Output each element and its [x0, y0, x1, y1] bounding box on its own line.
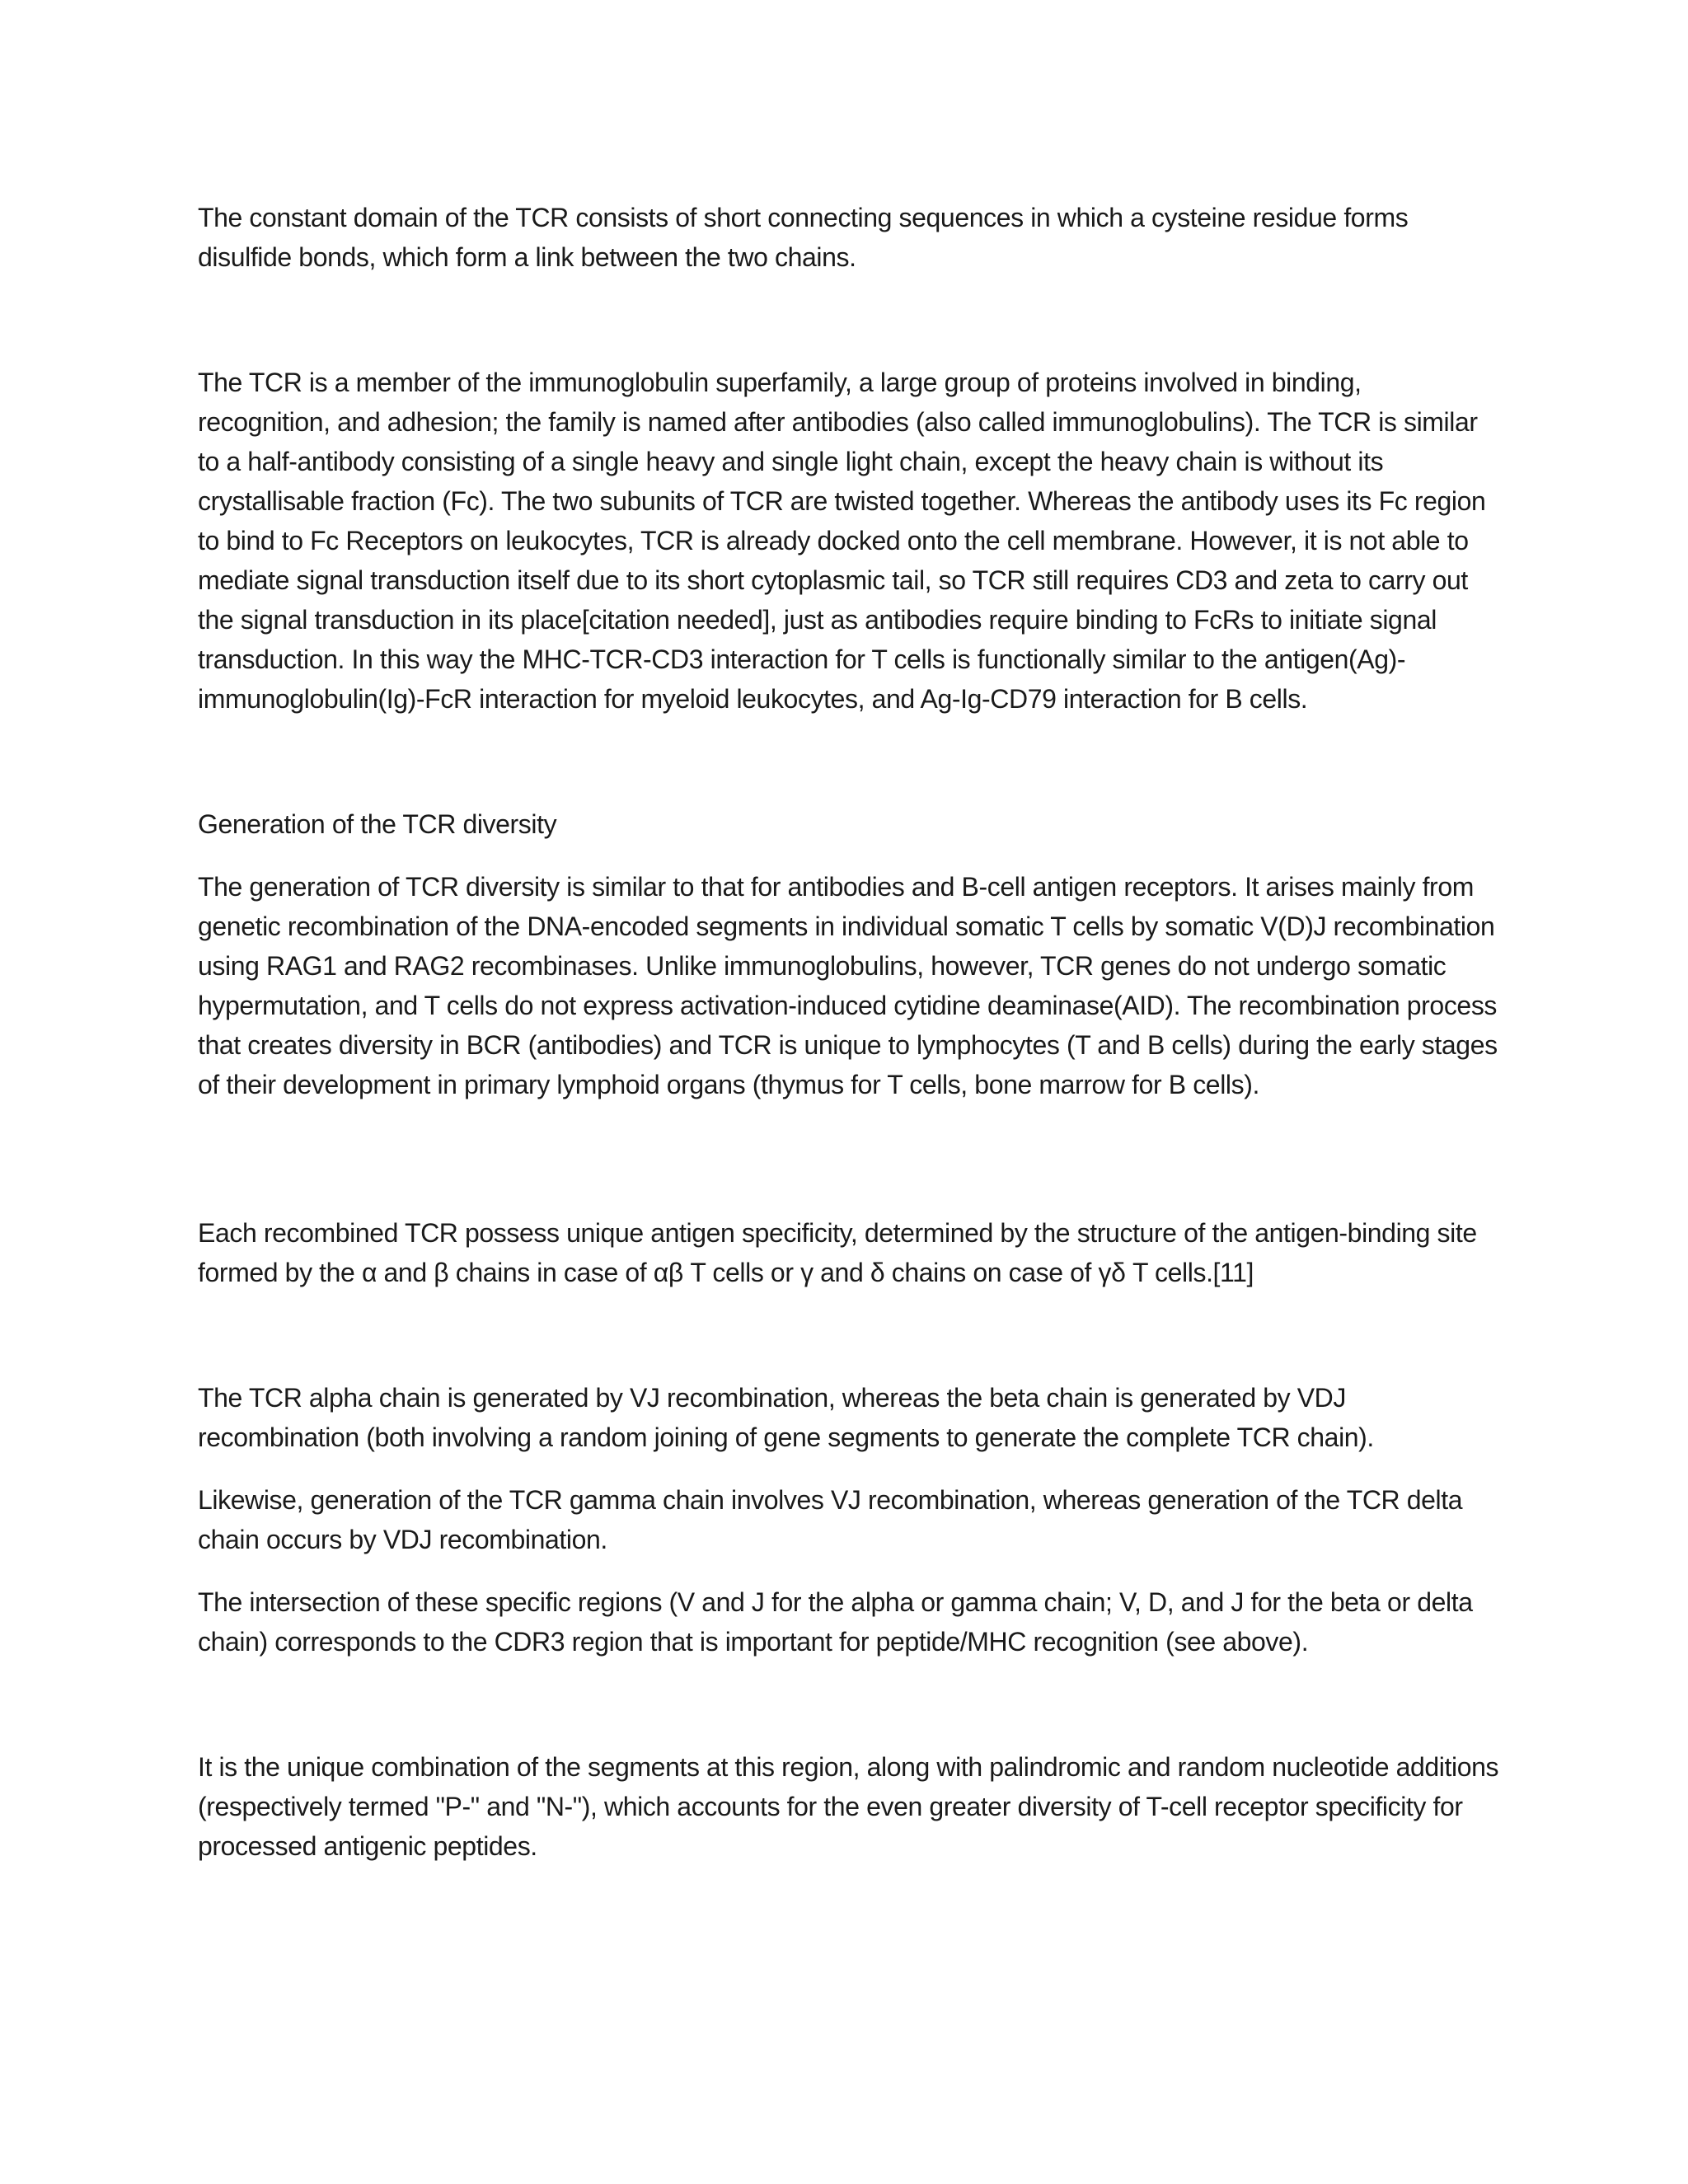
- paragraph-gamma-delta-recombination: Likewise, generation of the TCR gamma chain involves VJ recombination, whereas generation of the TCR delta chain occurs by VDJ recombination.: [198, 1485, 1463, 1554]
- paragraph-immunoglobulin-superfamily: The TCR is a member of the immunoglobulin superfamily, a large group of proteins involved in binding, recognition, and adhesion; the family is named after antibodies (also called immunoglobulins). The TCR is similar to a half-antibody consisting of a single heavy and single light chain, except the heavy chain is without its crystallisable fraction (Fc). The two subunits of TCR are twisted together. Whereas the antibody uses its Fc region to bind to Fc Receptors on leukocytes, TCR is already docked onto the cell membrane. However, it is not able to mediate signal transduction itself due to its short cytoplasmic tail, so TCR still requires CD3 and zeta to carry out the signal transduction in its place[citation needed], just as antibodies require binding to FcRs to initiate signal transduction. In this way the MHC-TCR-CD3 interaction for T cells is functionally similar to the antigen(Ag)-immunoglobulin(Ig)-FcR interaction for myeloid leukocytes, and Ag-Ig-CD79 interaction for B cells.: [198, 368, 1486, 714]
- paragraph-alpha-beta-recombination: The TCR alpha chain is generated by VJ recombination, whereas the beta chain is generated by VDJ recombination (both involving a random joining of gene segments to generate the complete TCR chain).: [198, 1383, 1374, 1452]
- document-body: [198, 198, 1500, 1866]
- paragraph-antigen-specificity: Each recombined TCR possess unique antigen specificity, determined by the structure of the antigen-binding site formed by the α and β chains in case of αβ T cells or γ and δ chains on case of γδ T cells.[11]: [198, 1218, 1477, 1287]
- paragraph-cdr3-region: The intersection of these specific regions (V and J for the alpha or gamma chain; V, D, and J for the beta or delta chain) corresponds to the CDR3 region that is important for peptide/MHC recognition (see above).: [198, 1587, 1473, 1657]
- paragraph-unique-combination: It is the unique combination of the segments at this region, along with palindromic and random nucleotide additions (respectively termed "P-" and "N-"), which accounts for the even greater diversity of T-cell receptor specificity for processed antigenic peptides.: [198, 1752, 1499, 1861]
- section-heading: Generation of the TCR diversity: [198, 809, 557, 839]
- paragraph-tcr-diversity: The generation of TCR diversity is similar to that for antibodies and B-cell antigen receptors. It arises mainly from genetic recombination of the DNA-encoded segments in individual somatic T cells by somatic V(D)J recombination using RAG1 and RAG2 recombinases. Unlike immunoglobulins, however, TCR genes do not undergo somatic hypermutation, and T cells do not express activation-induced cytidine deaminase(AID). The recombination process that creates diversity in BCR (antibodies) and TCR is unique to lymphocytes (T and B cells) during the early stages of their development in primary lymphoid organs (thymus for T cells, bone marrow for B cells).: [198, 872, 1498, 1099]
- paragraph-constant-domain: The constant domain of the TCR consists of short connecting sequences in which a cysteine residue forms disulfide bonds, which form a link between the two chains.: [198, 203, 1409, 272]
